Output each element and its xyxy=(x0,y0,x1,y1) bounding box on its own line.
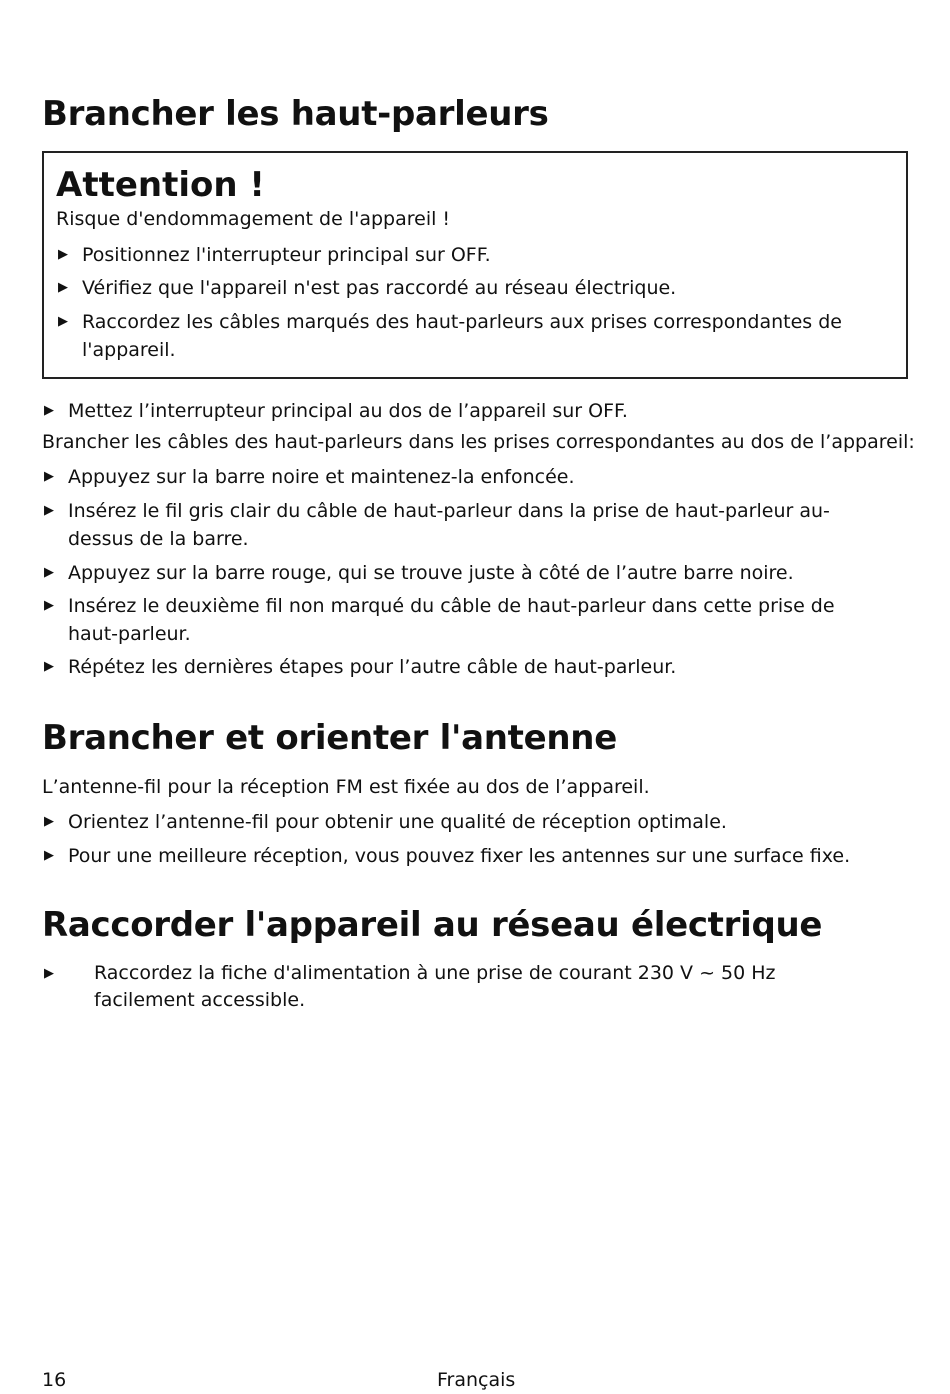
step-item: ▶ Répétez les dernières étapes pour l’autre câble de haut-parleur. xyxy=(42,653,902,681)
page-number: 16 xyxy=(42,1369,67,1391)
triangle-right-icon: ▶ xyxy=(44,659,54,674)
triangle-right-icon: ▶ xyxy=(44,469,54,484)
warning-box xyxy=(42,151,908,379)
warning-item: ▶ Positionnez l'interrupteur principal sur OFF. xyxy=(56,241,856,269)
triangle-right-icon: ▶ xyxy=(44,598,54,613)
footer-language: Français xyxy=(437,1369,516,1391)
step-item: ▶ Orientez l’antenne-fil pour obtenir une qualité de réception optimale. xyxy=(42,808,902,836)
step-item: ▶ Appuyez sur la barre rouge, qui se trouve juste à côté de l’autre barre noire. xyxy=(42,559,902,587)
heading-antenna: Brancher et orienter l'antenne xyxy=(42,718,617,758)
antenna-intro: L’antenne-fil pour la réception FM est fixée au dos de l’appareil. xyxy=(42,776,650,798)
step-item: ▶ Pour une meilleure réception, vous pouvez fixer les antennes sur une surface fixe. xyxy=(42,842,902,870)
step-item: ▶ Insérez le fil gris clair du câble de haut-parleur dans la prise de haut-parleur au-dessus de la barre. xyxy=(42,497,887,553)
triangle-right-icon: ▶ xyxy=(44,814,54,829)
step-item: ▶ Appuyez sur la barre noire et maintenez-la enfoncée. xyxy=(42,463,902,491)
triangle-right-icon: ▶ xyxy=(44,403,54,418)
triangle-right-icon: ▶ xyxy=(44,565,54,580)
triangle-right-icon: ▶ xyxy=(58,280,68,295)
warning-item: ▶ Vérifiez que l'appareil n'est pas raccordé au réseau électrique. xyxy=(56,274,856,302)
triangle-right-icon: ▶ xyxy=(44,503,54,518)
warning-subtitle: Risque d'endommagement de l'appareil ! xyxy=(56,208,451,230)
step-item: ▶ Mettez l’interrupteur principal au dos de l’appareil sur OFF. xyxy=(42,397,902,425)
heading-speakers: Brancher les haut-parleurs xyxy=(42,94,549,134)
triangle-right-icon: ▶ xyxy=(58,247,68,262)
intro-text: Brancher les câbles des haut-parleurs dans les prises correspondantes au dos de l’appareil: xyxy=(42,431,915,453)
triangle-right-icon: ▶ xyxy=(44,966,54,981)
triangle-right-icon: ▶ xyxy=(44,848,54,863)
warning-item: ▶ Raccordez les câbles marqués des haut-parleurs aux prises correspondantes de l'appareil. xyxy=(56,308,846,364)
heading-mains: Raccorder l'appareil au réseau électrique xyxy=(42,905,823,945)
triangle-right-icon: ▶ xyxy=(58,314,68,329)
step-item: ▶ Insérez le deuxième fil non marqué du câble de haut-parleur dans cette prise de haut-parleur. xyxy=(42,592,887,648)
warning-title: Attention ! xyxy=(56,165,265,205)
step-item: ▶ Raccordez la fiche d'alimentation à une prise de courant 230 V ~ 50 Hz facilement accessible. xyxy=(42,960,882,1014)
